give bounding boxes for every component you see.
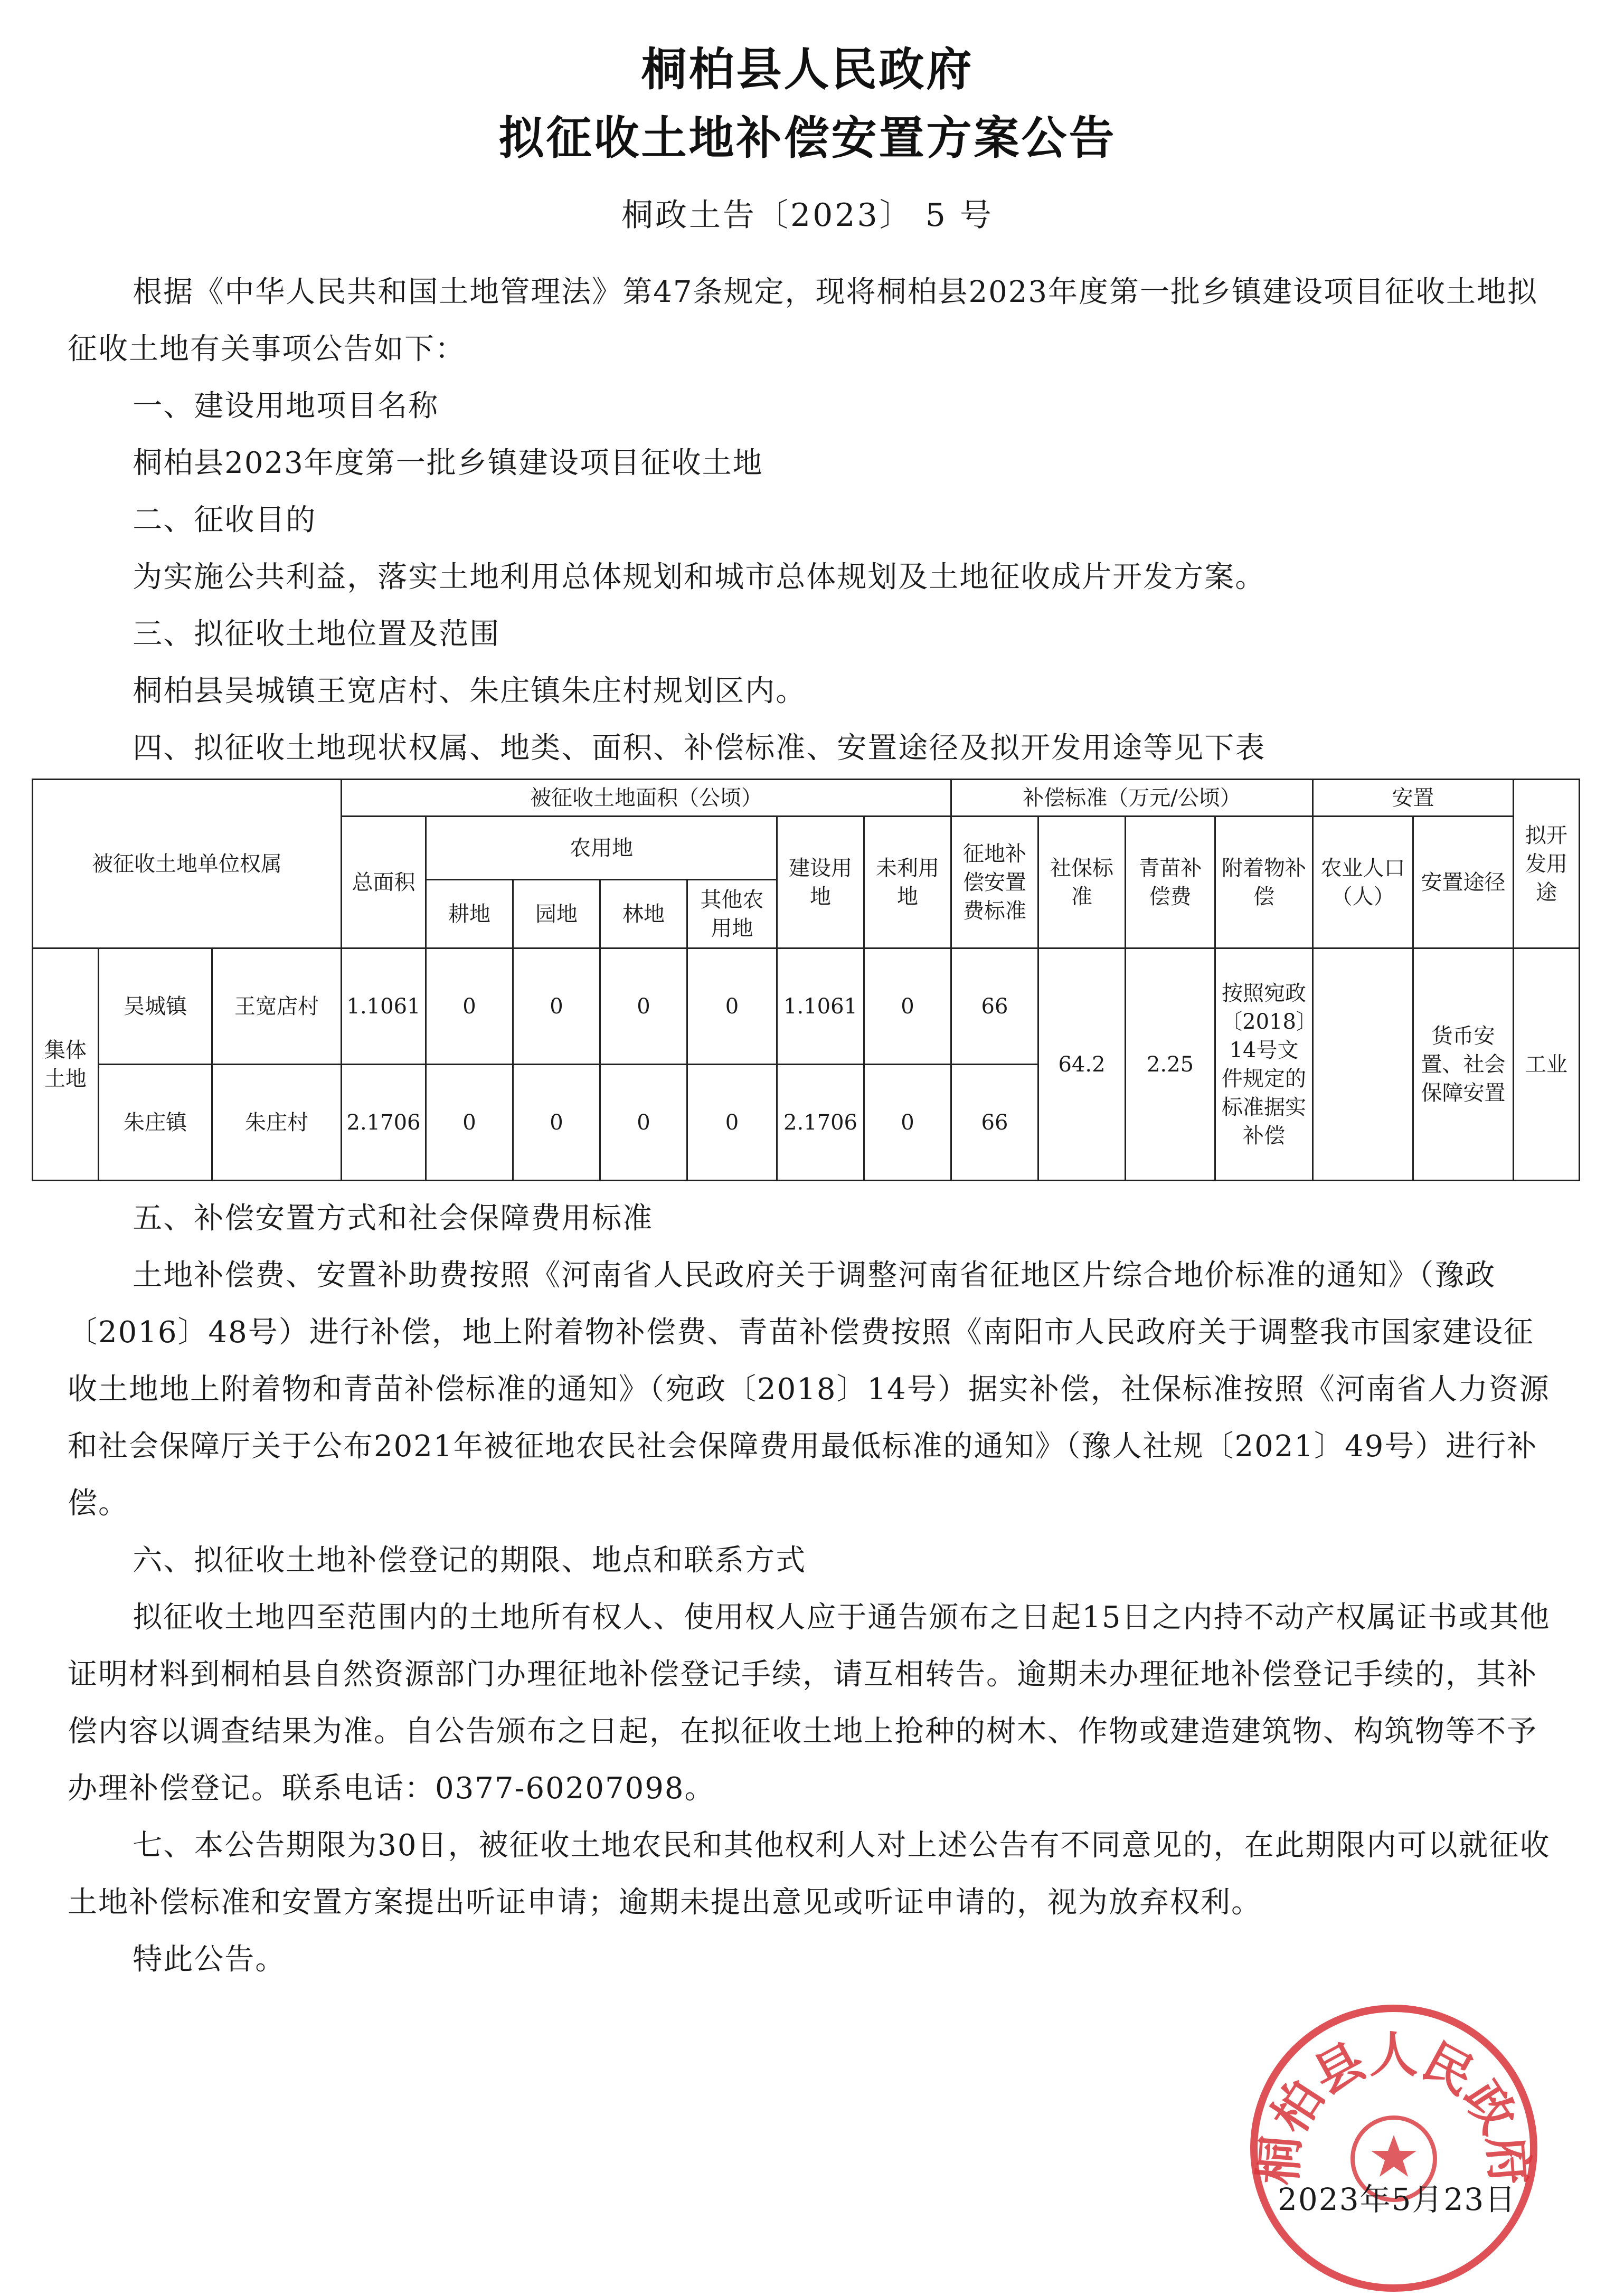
- crop-cell: 2.25: [1126, 948, 1215, 1181]
- total-cell: 2.1706: [342, 1065, 426, 1181]
- resettle-group-header: 安置: [1313, 780, 1514, 817]
- section7-content: 七、本公告期限为30日，被征收土地农民和其他权利人对上述公告有不同意见的，在此期限内可以就征收土地补偿标准和安置方案提出听证申请；逾期未提出意见或听证申请的，视为放弃权利。: [68, 1828, 1551, 1920]
- garden-cell: 0: [513, 948, 600, 1065]
- garden-header: 园地: [513, 880, 600, 948]
- social-header: 社保标准: [1038, 817, 1126, 948]
- construction-header: 建设用地: [777, 817, 864, 948]
- body-bottom: [68, 1190, 1551, 1988]
- attach-header: 附着物补偿: [1215, 817, 1313, 948]
- std-header: 征地补偿安置费标准: [951, 817, 1038, 948]
- population-cell: [1313, 948, 1413, 1181]
- owner-header: 被征收土地单位权属: [33, 780, 342, 948]
- official-seal: [1246, 2000, 1542, 2296]
- forest-cell: 0: [600, 948, 687, 1065]
- closing-text: 特此公告。: [133, 1942, 286, 1977]
- table-row: [33, 948, 1580, 1065]
- section6-heading: 六、拟征收土地补偿登记的期限、地点和联系方式: [133, 1543, 807, 1578]
- town-cell: 朱庄镇: [99, 1065, 212, 1181]
- issue-date: 2023年5月23日: [1278, 2181, 1517, 2217]
- land-table: [32, 779, 1580, 1181]
- title-line-2: 拟征收土地补偿安置方案公告: [498, 111, 1117, 165]
- comp-group-header: 补偿标准（万元/公顷）: [951, 780, 1313, 817]
- area-group-header: 被征收土地面积（公顷）: [342, 780, 951, 817]
- other-farm-header: 其他农用地: [687, 880, 777, 948]
- village-cell: 王宽店村: [212, 948, 342, 1065]
- total-cell: 1.1061: [342, 948, 426, 1065]
- title-line-1: 桐柏县人民政府: [641, 43, 974, 96]
- section4-heading: 四、拟征收土地现状权属、地类、面积、补偿标准、安置途径及拟开发用途等见下表: [133, 731, 1266, 765]
- seal-lettering: 桐柏县人民政府: [1249, 2026, 1538, 2187]
- garden-cell: 0: [513, 1065, 600, 1181]
- town-cell: 吴城镇: [99, 948, 212, 1065]
- population-header: 农业人口（人）: [1313, 817, 1413, 948]
- use-header: 拟开发用途: [1514, 780, 1580, 948]
- method-cell: 货币安置、社会保障安置: [1413, 948, 1514, 1181]
- use-cell: 工业: [1514, 948, 1580, 1181]
- arable-cell: 0: [426, 1065, 513, 1181]
- section2-heading: 二、征收目的: [133, 503, 317, 537]
- crop-header: 青苗补偿费: [1126, 817, 1215, 948]
- section1-content: 桐柏县2023年度第一批乡镇建设项目征收土地: [133, 446, 763, 480]
- intro-paragraph: 根据《中华人民共和国土地管理法》第47条规定，现将桐柏县2023年度第一批乡镇建设项目征收土地拟征收土地有关事项公告如下：: [68, 275, 1538, 366]
- arable-cell: 0: [426, 948, 513, 1065]
- section3-content: 桐柏县吴城镇王宽店村、朱庄镇朱庄村规划区内。: [133, 674, 807, 708]
- std-cell: 66: [951, 948, 1038, 1065]
- arable-header: 耕地: [426, 880, 513, 948]
- other-farm-cell: 0: [687, 948, 777, 1065]
- section2-content: 为实施公共利益，落实土地利用总体规划和城市总体规划及土地征收成片开发方案。: [133, 560, 1266, 594]
- forest-header: 林地: [600, 880, 687, 948]
- section1-heading: 一、建设用地项目名称: [133, 389, 439, 423]
- section3-heading: 三、拟征收土地位置及范围: [133, 617, 500, 651]
- social-cell: 64.2: [1038, 948, 1126, 1181]
- unused-cell: 0: [864, 948, 951, 1065]
- unused-cell: 0: [864, 1065, 951, 1181]
- attach-cell: 按照宛政〔2018〕14号文件规定的标准据实补偿: [1215, 948, 1313, 1181]
- other-farm-cell: 0: [687, 1065, 777, 1181]
- document-number: 桐政土告〔2023〕 5 号: [621, 197, 994, 234]
- collective-label: 集体土地: [33, 948, 99, 1181]
- forest-cell: 0: [600, 1065, 687, 1181]
- section5-content: 土地补偿费、安置补助费按照《河南省人民政府关于调整河南省征地区片综合地价标准的通知》（豫政〔2016〕48号）进行补偿，地上附着物补偿费、青苗补偿费按照《南阳市人民政府关于调整我市国家建设征收土地地上附着物和青苗补偿标准的通知》（宛政〔2018〕14号）据实补偿，社保标准按照《河南省人力资源和社会保障厅关于公布2021年被征地农民社会保障费用最低标准的通知》（豫人社规〔2021〕49号）进行补偿。: [68, 1258, 1550, 1521]
- std-cell: 66: [951, 1065, 1038, 1181]
- construction-cell: 2.1706: [777, 1065, 864, 1181]
- method-header: 安置途径: [1413, 817, 1514, 948]
- section5-heading: 五、补偿安置方式和社会保障费用标准: [133, 1201, 654, 1236]
- body-top: [68, 264, 1551, 777]
- farmland-header: 农用地: [426, 817, 777, 880]
- construction-cell: 1.1061: [777, 948, 864, 1065]
- unused-header: 未利用地: [864, 817, 951, 948]
- section6-content: 拟征收土地四至范围内的土地所有权人、使用权人应于通告颁布之日起15日之内持不动产权属证书或其他证明材料到桐柏县自然资源部门办理征地补偿登记手续，请互相转告。逾期未办理征地补偿登记手续的，其补偿内容以调查结果为准。自公告颁布之日起，在拟征收土地上抢种的树木、作物或建造建筑物、构筑物等不予办理补偿登记。联系电话：0377-60207098。: [68, 1600, 1551, 1806]
- village-cell: 朱庄村: [212, 1065, 342, 1181]
- total-area-header: 总面积: [342, 817, 426, 948]
